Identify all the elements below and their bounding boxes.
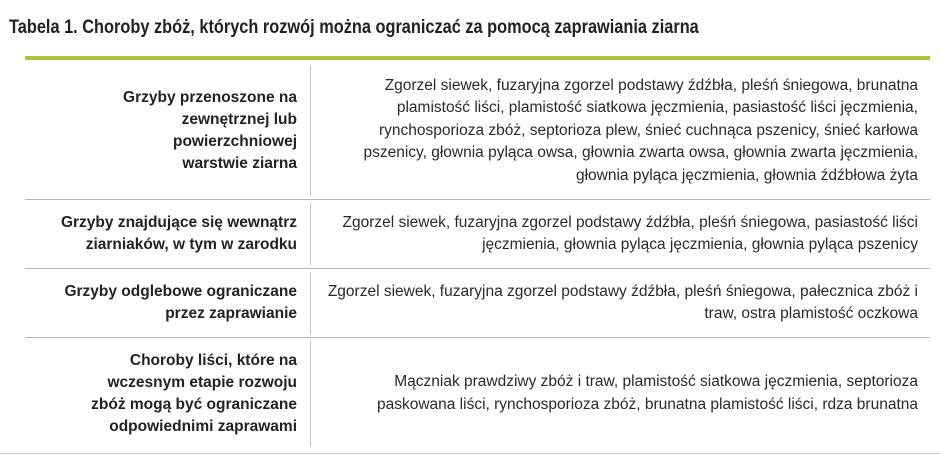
row-value: Zgorzel siewek, fuzaryjna zgorzel podstawy źdźbła, pleśń śniegowa, pasiastość liści jęczmienia, głownia pyląca jęczmienia, głownia pyląca pszenicy [342,213,918,253]
table-row [25,341,930,446]
row-label: Choroby liści, które na wczesnym etapie rozwoju zbóż mogą być ograniczane odpowiednimi zaprawami [91,351,297,435]
row-divider [25,337,930,338]
row-label: Grzyby znajdujące się wewnątrz ziarniaków, w tym w zarodku [60,214,297,253]
row-divider [25,268,930,269]
table-row [25,272,930,334]
row-divider [25,199,930,200]
table-bottom-border [0,453,940,454]
row-label: Grzyby przenoszone na zewnętrznej lub powierzchniowej warstwie ziarna [123,89,297,172]
table-title: Tabela 1. Choroby zbóż, których rozwój można ograniczać za pomocą zaprawiania ziarna [9,17,699,38]
row-value: Mączniak prawdziwy zbóż i traw, plamistość siatkowa jęczmienia, septorioza paskowana liści, rynchosporioza zbóż, brunatna plamistość liści, rdza brunatna [376,373,918,413]
table-row [25,66,930,196]
row-value: Zgorzel siewek, fuzaryjna zgorzel podstawy źdźbła, pleśń śniegowa, pałecznica zbóż i traw, ostra plamistość oczkowa [327,282,918,322]
row-value: Zgorzel siewek, fuzaryjna zgorzel podstawy źdźbła, pleśń śniegowa, brunatna plamistość liści, plamistość siatkowa jęczmienia, pasiastość liści jęczmienia, rynchosporioza zbóż, septorioza plew, śnieć cuchnąca pszenicy, śnieć karłowa pszenicy, głownia pyląca owsa, głownia zwarta owsa, głownia zwarta jęczmienia, głownia pyląca jęczmienia, głownia źdźbłowa żyta [363,76,918,184]
accent-line [25,56,930,60]
row-label: Grzyby odglebowe ograniczane przez zaprawianie [64,283,297,322]
table-row [25,203,930,265]
